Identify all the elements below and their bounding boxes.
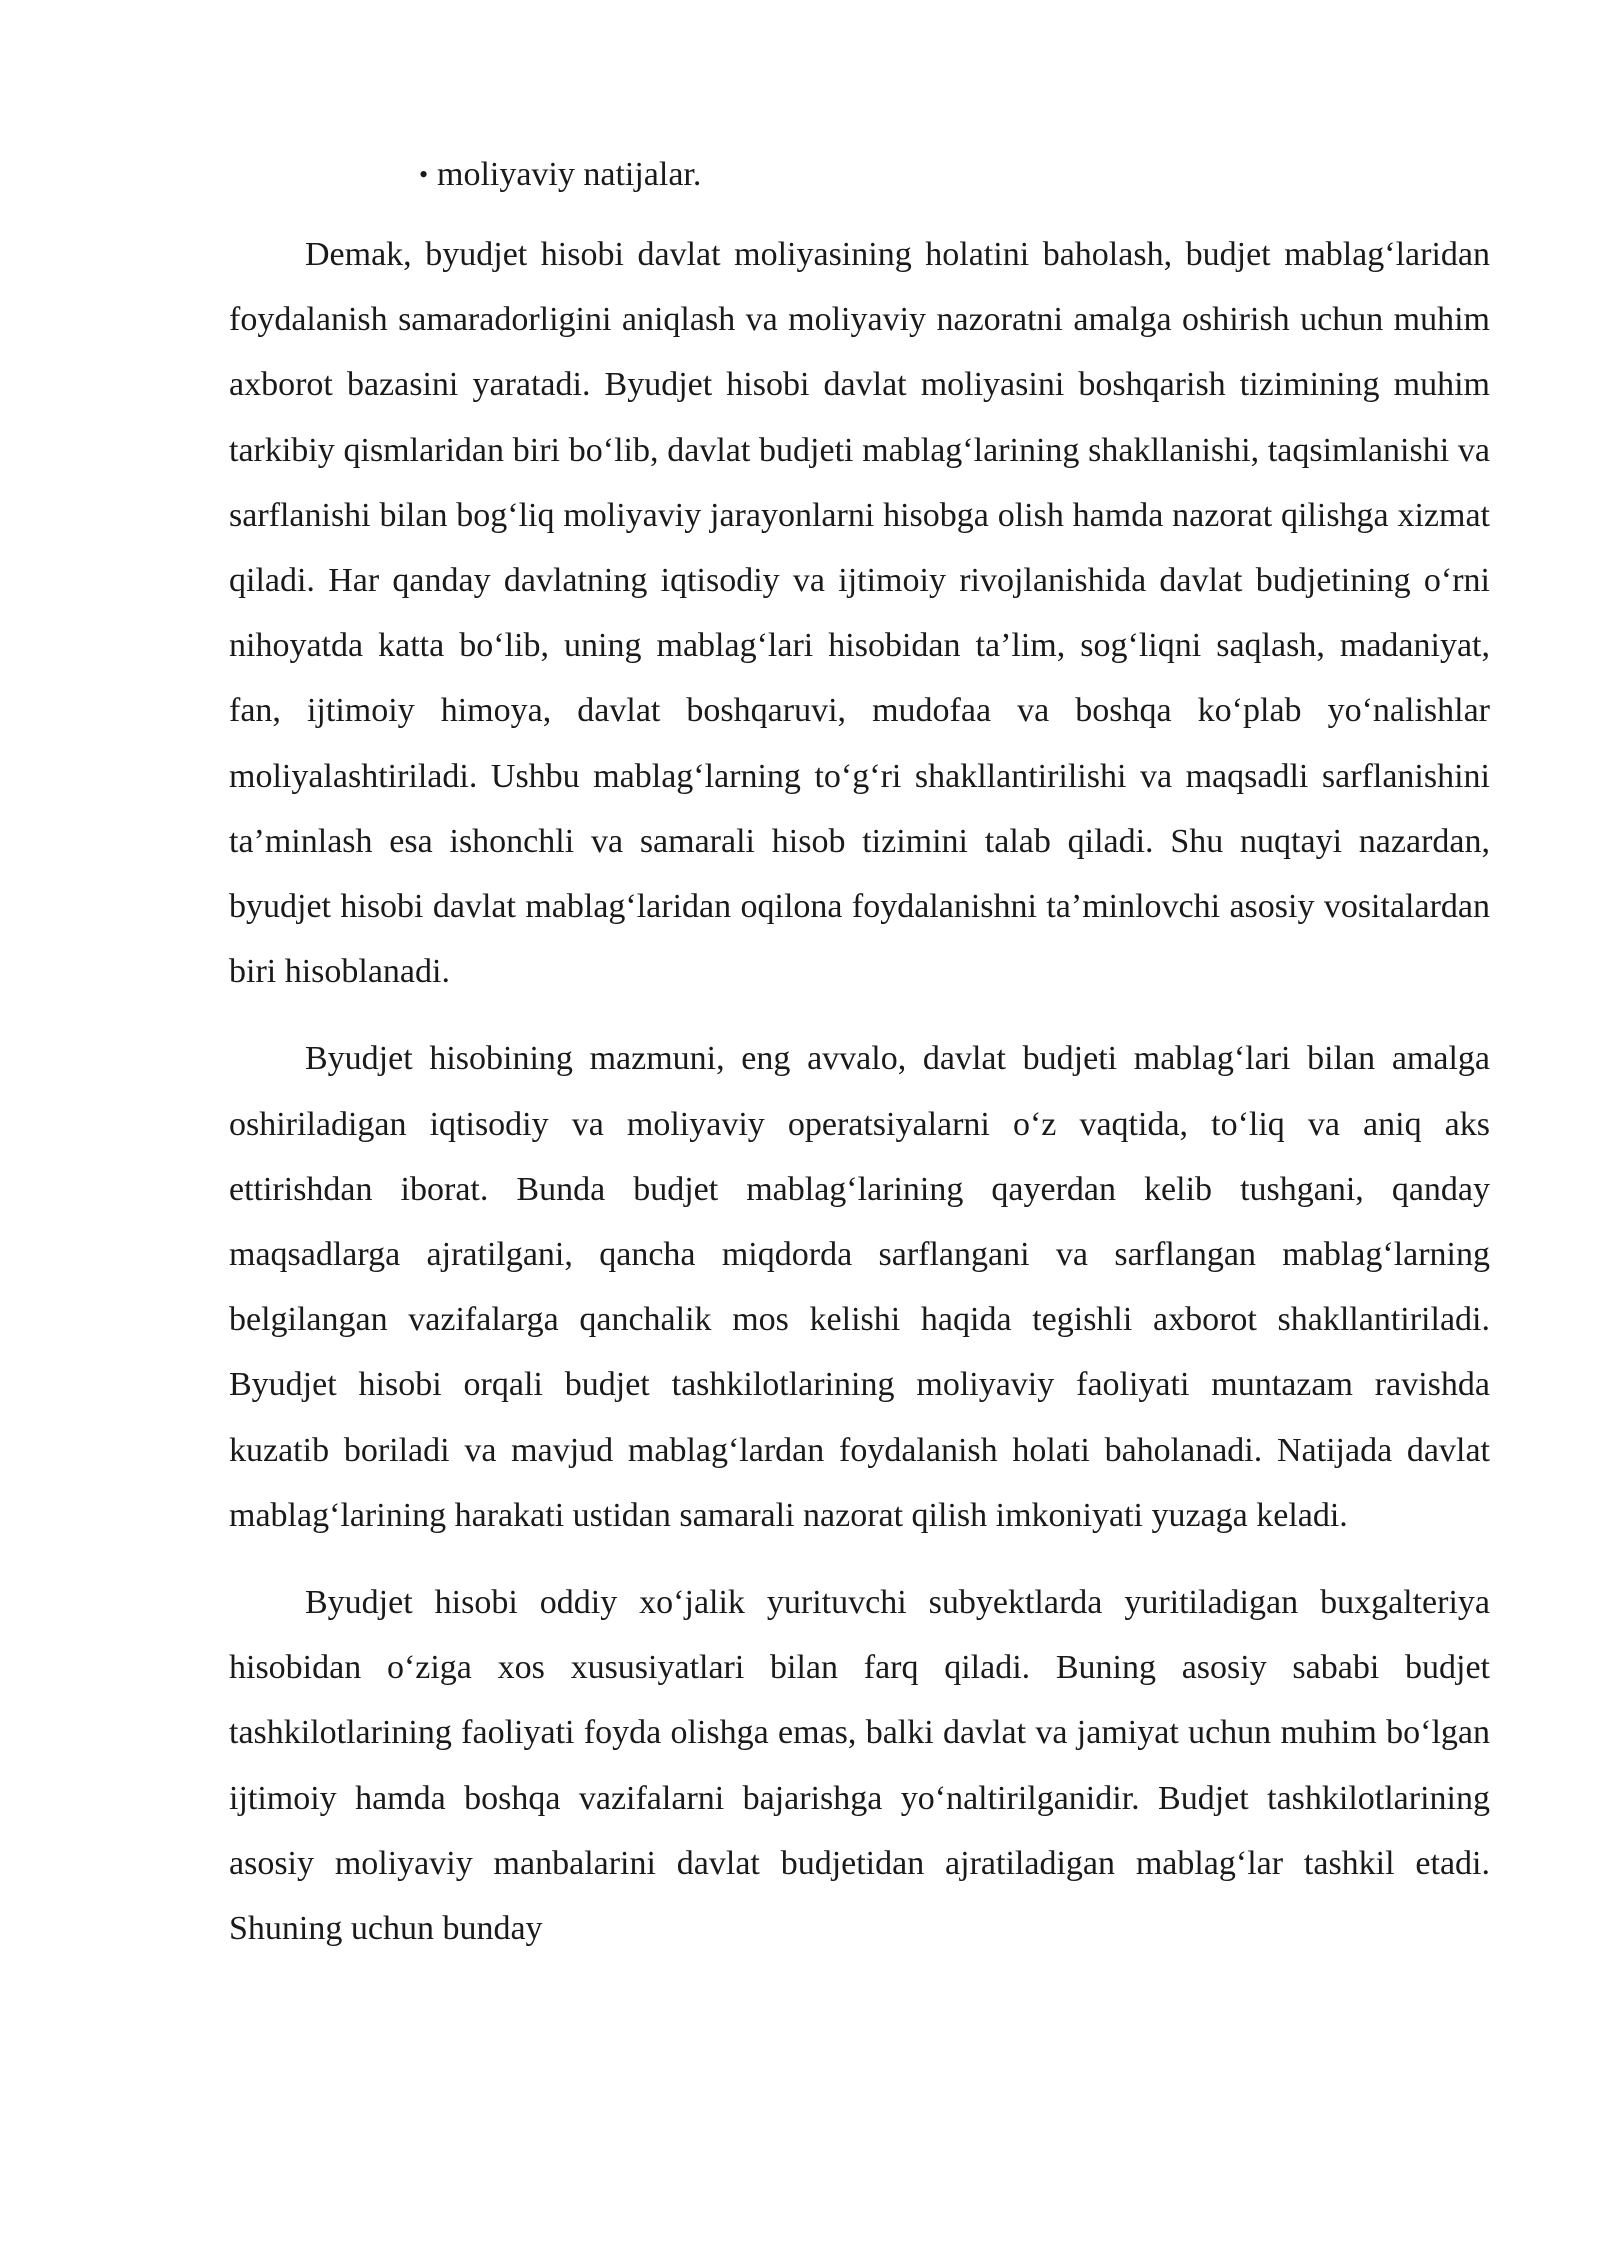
paragraph: Byudjet hisobi oddiy xo‘jalik yurituvchi subyektlarda yuritiladigan buxgalteriya hisobidan o‘ziga xos xususiyatlari bilan farq qiladi. Buning asosiy sababi budjet tashkilotlarining faoliyati foyda olishga emas, balki davlat va jamiyat uchun muhim bo‘lgan ijtimoiy hamda boshqa vazifalarni bajarishga yo‘naltirilganidir. Budjet tashkilotlarining asosiy moliyaviy manbalarini davlat budjetidan ajratiladigan mablag‘lar tashkil etadi. Shuning uchun bunday [229, 1584, 1490, 1948]
bullet-item [229, 150, 1490, 200]
paragraph: Byudjet hisobining mazmuni, eng avvalo, davlat budjeti mablag‘lari bilan amalga oshiriladigan iqtisodiy va moliyaviy operatsiyalarni o‘z vaqtida, to‘liq va aniq aks ettirishdan iborat. Bunda budjet mablag‘larining qayerdan kelib tushgani, qanday maqsadlarga ajratilgani, qancha miqdorda sarflangani va sarflangan mablag‘larning belgilangan vazifalarga qanchalik mos kelishi haqida tegishli axborot shakllantiriladi. Byudjet hisobi orqali budjet tashkilotlarining moliyaviy faoliyati muntazam ravishda kuzatib boriladi va mavjud mablag‘lardan foydalanish holati baholanadi. Natijada davlat mablag‘larining harakati ustidan samarali nazorat qilish imkoniyati yuzaga keladi. [229, 1040, 1490, 1534]
bullet-text: moliyaviy natijalar. [437, 156, 702, 193]
paragraph: Demak, byudjet hisobi davlat moliyasining holatini baholash, budjet mablag‘laridan foydalanish samaradorligini aniqlash va moliyaviy nazoratni amalga oshirish uchun muhim axborot bazasini yaratadi. Byudjet hisobi davlat moliyasini boshqarish tizimining muhim tarkibiy qismlaridan biri bo‘lib, davlat budjeti mablag‘larining shakllanishi, taqsimlanishi va sarflanishi bilan bog‘liq moliyaviy jarayonlarni hisobga olish hamda nazorat qilishga xizmat qiladi. Har qanday davlatning iqtisodiy va ijtimoiy rivojlanishida davlat budjetining o‘rni nihoyatda katta bo‘lib, uning mablag‘lari hisobidan ta’lim, sog‘liqni saqlash, madaniyat, fan, ijtimoiy himoya, davlat boshqaruvi, mudofaa va boshqa ko‘plab yo‘nalishlar moliyalashtiriladi. Ushbu mablag‘larning to‘g‘ri shakllantirilishi va maqsadli sarflanishini ta’minlash esa ishonchli va samarali hisob tizimini talab qiladi. Shu nuqtayi nazardan, byudjet hisobi davlat mablag‘laridan oqilona foydalanishni ta’minlovchi asosiy vositalardan biri hisoblanadi. [229, 236, 1490, 991]
bullet-icon: • [419, 160, 429, 189]
document-page [229, 150, 1490, 1983]
